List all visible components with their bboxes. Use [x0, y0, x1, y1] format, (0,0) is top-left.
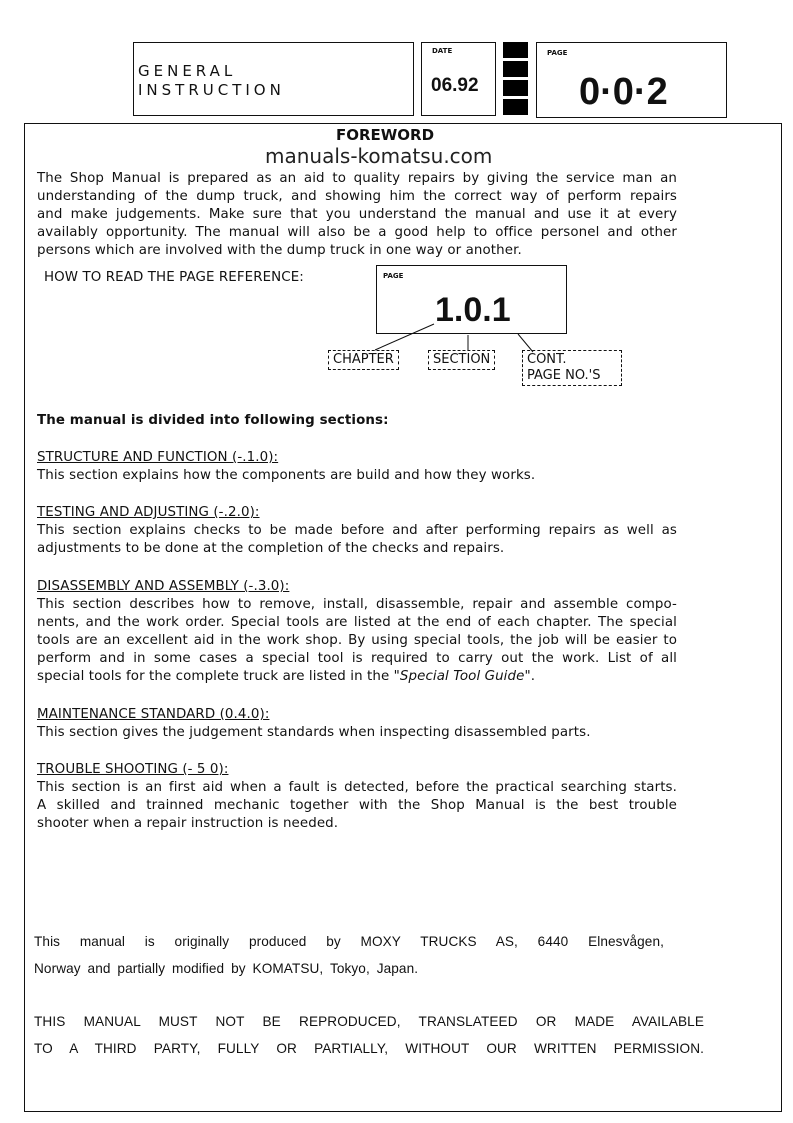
intro-line: understanding of the dump truck, and showing him the correct way of perform repairs: [37, 189, 677, 204]
section-label: SECTION: [428, 350, 495, 370]
cont-line1: CONT.: [527, 352, 567, 367]
date-label: DATE: [432, 47, 453, 55]
origin-line: Norway and partially modified by KOMATSU, Tokyo, Japan.: [34, 961, 419, 976]
chapter-arrow: [375, 324, 434, 350]
foreword-title: FOREWORD: [335, 126, 435, 144]
page-label: PAGE: [547, 49, 568, 57]
section-heading: DISASSEMBLY AND ASSEMBLY (-.3.0):: [37, 579, 290, 594]
chapter-label: CHAPTER: [328, 350, 399, 370]
intro-line: availably opportunity. The manual will also be a good help to office personel and other: [37, 225, 677, 240]
section-text-line: adjustments to be done at the completion of the checks and repairs.: [37, 541, 505, 556]
intro-line: The Shop Manual is prepared as an aid to quality repairs by giving the service man an: [37, 171, 677, 186]
section-heading: MAINTENANCE STANDARD (0.4.0):: [37, 707, 270, 722]
text-span: special tools for the complete truck are listed in the: [37, 669, 394, 684]
example-page-number: 1.0.1: [435, 291, 511, 329]
special-tool-guide-reference: "Special Tool Guide": [393, 669, 531, 684]
origin-line: This manual is originally produced by MOXY TRUCKS AS, 6440 Elnesvågen,: [34, 934, 664, 949]
title-line1: GENERAL: [138, 62, 237, 80]
divided-heading: The manual is divided into following sections:: [37, 413, 389, 428]
section-heading: TROUBLE SHOOTING (- 5 0):: [37, 762, 229, 777]
section-text-line: This section explains checks to be made before and after performing repairs as well as: [37, 523, 677, 538]
reference-arrows: [0, 0, 793, 400]
section-text-line: shooter when a repair instruction is needed.: [37, 816, 339, 831]
cont-line2: PAGE NO.'S: [527, 368, 601, 383]
section-text-line: nents, and the work order. Special tools are listed at the end of each chapter. The special: [37, 615, 677, 630]
section-text-line: tools are an excellent aid in the work shop. By using special tools, the job will be easier to: [37, 633, 677, 648]
section-text-line: This section describes how to remove, install, disassemble, repair and assemble compo-: [37, 597, 677, 612]
section-text-line: This section explains how the components are build and how they works.: [37, 468, 536, 483]
section-text-line: A skilled and trainned mechanic together with the Shop Manual is the best trouble: [37, 798, 677, 813]
text-span: .: [530, 669, 536, 684]
title-line2: INSTRUCTION: [138, 81, 285, 99]
copyright-line: THIS MANUAL MUST NOT BE REPRODUCED, TRANSLATEED OR MADE AVAILABLE: [34, 1014, 704, 1029]
cont-label: [522, 350, 622, 386]
section-heading: TESTING AND ADJUSTING (-.2.0):: [37, 505, 260, 520]
section-text-line: This section is an first aid when a fault is detected, before the practical searching starts.: [37, 780, 677, 795]
section-text-line: This section gives the judgement standards when inspecting disassembled parts.: [37, 725, 591, 740]
date-value: 06.92: [431, 75, 479, 96]
intro-line: persons which are involved with the dump truck in one way or another.: [37, 243, 522, 258]
copyright-line: TO A THIRD PARTY, FULLY OR PARTIALLY, WITHOUT OUR WRITTEN PERMISSION.: [34, 1041, 704, 1056]
example-page-label: PAGE: [383, 272, 404, 280]
section-heading: STRUCTURE AND FUNCTION (-.1.0):: [37, 450, 279, 465]
page-number: 0·0·2: [579, 71, 668, 113]
watermark: manuals-komatsu.com: [265, 144, 493, 168]
section-text-line: [37, 669, 535, 685]
intro-line: and make judgements. Make sure that you understand the manual and use it at every: [37, 207, 677, 222]
section-text-line: perform and in some cases a special tool is required to carry out the work. List of all: [37, 651, 677, 666]
page-ref-label: HOW TO READ THE PAGE REFERENCE:: [44, 270, 304, 285]
